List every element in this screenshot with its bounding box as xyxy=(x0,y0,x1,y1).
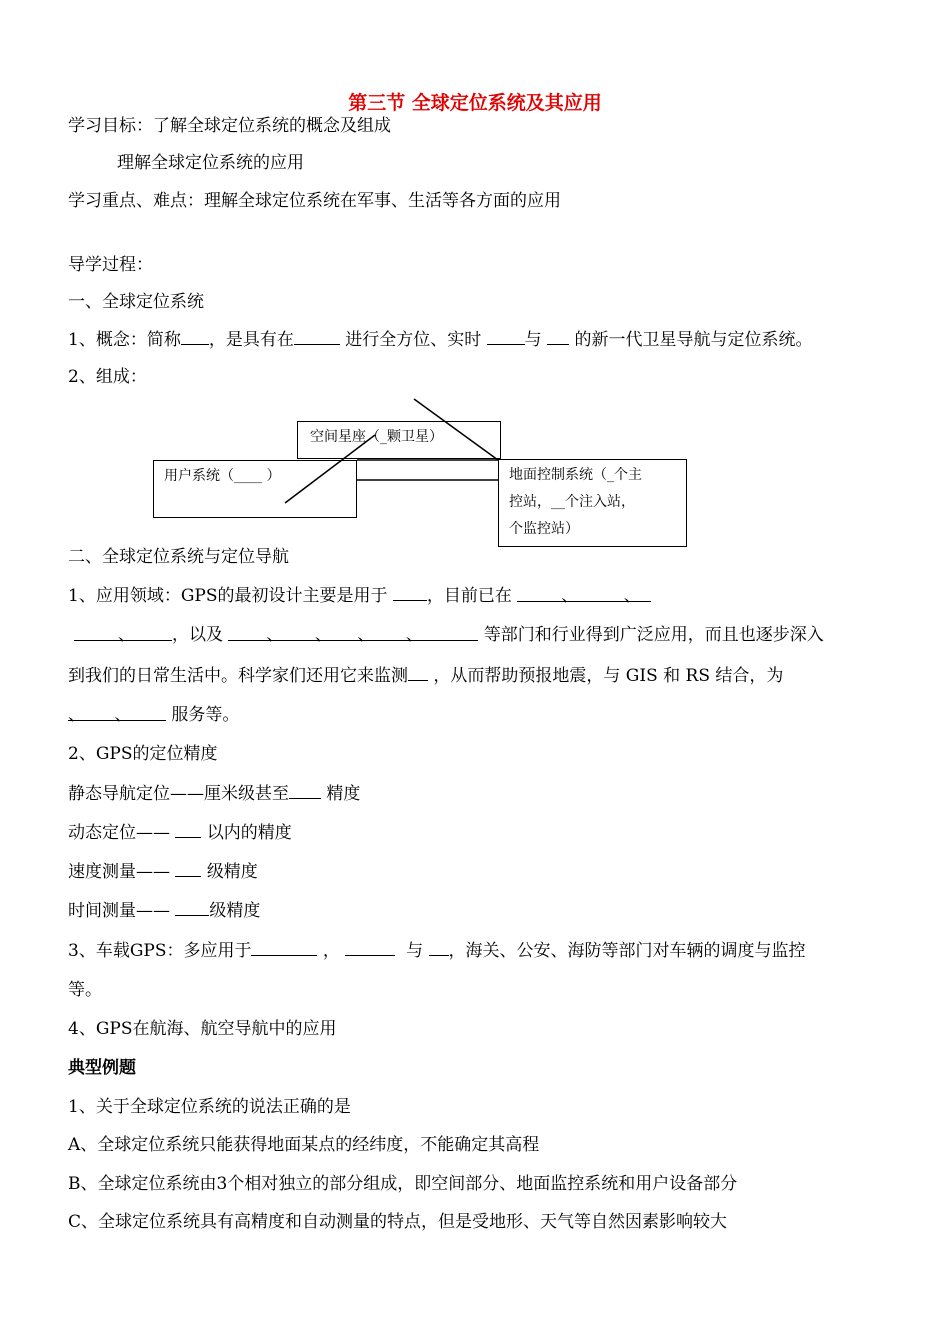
precision-speed-label: 速度测量—— xyxy=(68,862,170,882)
navigation-application: 4、GPS在航海、航空导航中的应用 xyxy=(68,1019,337,1039)
precision-time-label: 时间测量—— xyxy=(68,901,170,921)
application-text-f: ，从而帮助预报地震，与 GIS 和 RS 结合，为 xyxy=(433,666,784,686)
precision-time-unit: 级精度 xyxy=(209,901,261,921)
composition-label: 2、组成： xyxy=(68,367,147,387)
blank xyxy=(345,939,395,956)
precision-speed xyxy=(68,860,258,883)
space-segment-label: 空间星座（_颗卫星） xyxy=(310,429,443,445)
vehicle-gps-text-c: 与 xyxy=(406,941,424,961)
vehicle-gps-text-d: ，海关、公安、海防等部门对车辆的调度与监控 xyxy=(448,941,806,961)
precision-static xyxy=(68,782,360,805)
blank xyxy=(408,664,428,681)
section1-heading: 一、全球定位系统 xyxy=(68,292,204,312)
ground-segment-line3: 个监控站） xyxy=(509,521,579,537)
application-text-d: 等部门和行业得到广泛应用，而且也逐步深入 xyxy=(483,625,824,645)
signal-line-1 xyxy=(414,399,498,460)
blank xyxy=(175,899,209,916)
precision-dynamic-unit: 以内的精度 xyxy=(206,823,292,843)
application-line-2 xyxy=(68,624,824,646)
vehicle-gps-text-b: ， xyxy=(322,941,340,961)
precision-dynamic xyxy=(68,821,292,844)
blank: 、 xyxy=(74,624,172,641)
blank: 、 、 xyxy=(68,704,166,721)
blank xyxy=(393,584,427,601)
signal-line-2 xyxy=(285,435,375,503)
key-points: 学习重点、难点：理解全球定位系统在军事、生活等各方面的应用 xyxy=(68,191,561,211)
option-a: A、全球定位系统只能获得地面某点的经纬度，不能确定其高程 xyxy=(68,1135,540,1155)
examples-heading: 典型例题 xyxy=(68,1058,136,1078)
process-heading: 导学过程： xyxy=(68,255,153,275)
blank xyxy=(175,821,201,838)
blank: 、 、 xyxy=(517,585,651,602)
vehicle-gps-text-a: 3、车载GPS：多应用于 xyxy=(68,941,252,961)
application-text-e: 到我们的日常生活中。科学家们还用它来监测 xyxy=(68,666,408,686)
application-text-g: 服务等。 xyxy=(171,705,240,725)
precision-static-unit: 精度 xyxy=(326,784,361,804)
precision-dynamic-label: 动态定位—— xyxy=(68,823,170,843)
ground-segment-line1: 地面控制系统（_个主 xyxy=(509,467,642,483)
concept-text-a: 1、概念：简称 xyxy=(68,330,181,350)
blank xyxy=(175,860,201,877)
section2-heading: 二、全球定位系统与定位导航 xyxy=(68,547,289,567)
user-segment-label: 用户系统（____ ） xyxy=(164,468,281,484)
application-text-a: 1、应用领域：GPS的最初设计主要是用于 xyxy=(68,586,388,606)
precision-speed-unit: 级精度 xyxy=(206,862,258,882)
concept-text-b: ，是具有在 xyxy=(208,330,294,350)
precision-time xyxy=(68,899,260,922)
blank xyxy=(251,939,317,956)
concept-text-c: 进行全方位、实时 xyxy=(345,330,482,350)
question-1: 1、关于全球定位系统的说法正确的是 xyxy=(68,1097,351,1117)
application-line-4 xyxy=(68,704,239,726)
application-line-1 xyxy=(68,584,651,607)
learning-goal-2: 理解全球定位系统的应用 xyxy=(117,153,304,173)
page-title: 第三节 全球定位系统及其应用 xyxy=(348,92,602,114)
application-text-c: ，以及 xyxy=(172,625,223,645)
vehicle-gps-line-1 xyxy=(68,939,806,962)
application-text-b: ，目前已在 xyxy=(426,586,512,606)
ground-segment-line2: 控站，__个注入站， xyxy=(509,494,635,510)
precision-static-label: 静态导航定位——厘米级甚至 xyxy=(68,784,289,804)
application-line-3 xyxy=(68,664,783,687)
option-b: B、全球定位系统由3个相对独立的部分组成，即空间部分、地面监控系统和用户设备部分 xyxy=(68,1174,738,1194)
learning-goal-1: 学习目标：了解全球定位系统的概念及组成 xyxy=(68,116,391,136)
concept-text-d: 与 xyxy=(524,330,542,350)
blank: 、 、 、 、 xyxy=(228,624,478,641)
blank xyxy=(289,782,321,799)
precision-heading: 2、GPS的定位精度 xyxy=(68,744,218,764)
vehicle-gps-line-2: 等。 xyxy=(68,980,102,1000)
blank xyxy=(429,939,449,956)
option-c: C、全球定位系统具有高精度和自动测量的特点，但是受地形、天气等自然因素影响较大 xyxy=(68,1212,728,1232)
concept-text-e: 的新一代卫星导航与定位系统。 xyxy=(574,330,813,350)
